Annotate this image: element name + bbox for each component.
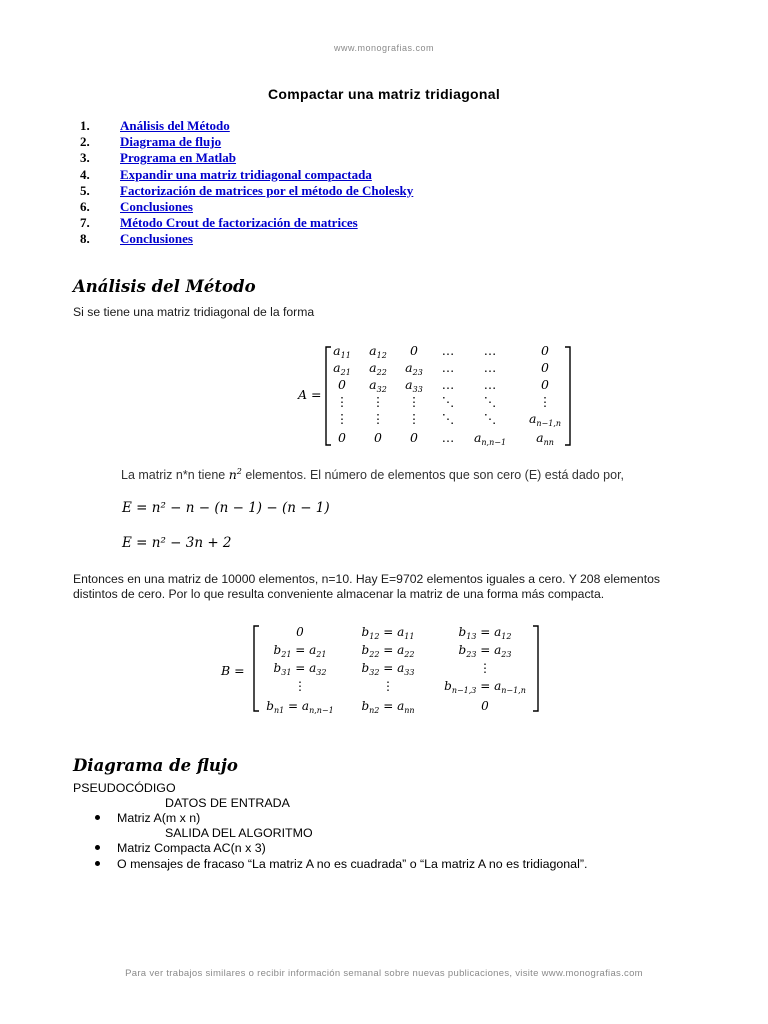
svg-text:…: … xyxy=(483,343,497,358)
svg-text:b21 = a21: $b_{21} = a_{21}$ xyxy=(273,643,327,659)
bullet-icon xyxy=(95,861,100,866)
table-of-contents xyxy=(80,118,413,248)
svg-text:0: 0 xyxy=(338,430,346,445)
svg-text:0: 0 xyxy=(481,699,489,713)
svg-text:b13 = a12: $b_{13} = a_{12}$ xyxy=(458,625,512,641)
svg-text:0: 0 xyxy=(410,430,418,445)
bullet-icon xyxy=(95,845,100,850)
footer-text: Para ver trabajos similares o recibir información semanal sobre nuevas publicaciones, visite www.monografias.com xyxy=(125,968,643,979)
svg-text:b12 = a11: $b_{12} = a_{11}$ xyxy=(361,625,415,641)
svg-text:b23 = a23: $b_{23} = a_{23}$ xyxy=(458,643,512,659)
toc-link-cholesky[interactable]: Factorización de matrices por el método de Cholesky xyxy=(120,182,414,198)
header-url[interactable]: www.monografias.com xyxy=(333,43,435,53)
svg-text:0: 0 xyxy=(374,430,382,445)
toc-item: 5. Factorización de matrices por el método de Cholesky xyxy=(80,182,414,198)
list-item: O mensajes de fracaso “La matriz A no es cuadrada” o “La matriz A no es tridiagonal”. xyxy=(95,857,587,871)
toc-link-programa[interactable]: Programa en Matlab xyxy=(120,150,237,166)
toc-link-analisis[interactable]: Análisis del Método xyxy=(120,118,230,133)
svg-text:⋱: ⋱ xyxy=(483,394,497,409)
toc-link-expandir[interactable]: Expandir una matriz tridiagonal compactada xyxy=(120,166,372,182)
svg-text:0: 0 xyxy=(338,377,346,392)
toc-item: 7. Método Crout de factorización de matrices xyxy=(80,215,358,231)
svg-text:bn1 = an,n−1: $b_{n1} = a_{n,n-1}$ xyxy=(266,699,334,715)
matrix-b-label: B = xyxy=(221,663,245,678)
toc-link-conclusiones-1[interactable]: Conclusiones xyxy=(120,198,193,214)
document-title: Compactar una matriz tridiagonal xyxy=(267,86,501,102)
svg-text:a21: $a_{21}$ xyxy=(333,360,351,377)
heading-diagrama: Diagrama de flujo xyxy=(73,756,238,775)
toc-item: 6. Conclusiones xyxy=(80,198,193,214)
equation-e-expanded: E = n² − n − (n − 1) − (n − 1) xyxy=(122,500,330,516)
toc-item: 3. Programa en Matlab xyxy=(80,150,237,166)
svg-text:a33: $a_{33}$ xyxy=(405,377,423,394)
svg-text:⋮: ⋮ xyxy=(479,661,491,675)
svg-text:a22: $a_{22}$ xyxy=(369,360,387,377)
svg-text:⋮: ⋮ xyxy=(371,411,385,426)
svg-text:bn2 = ann: $b_{n2} = a_{nn}$ xyxy=(361,699,415,715)
input-label: DATOS DE ENTRADA xyxy=(165,796,290,810)
svg-text:b32 = a33: $b_{32} = a_{33}$ xyxy=(361,661,415,677)
list-item: Matriz Compacta AC(n x 3) xyxy=(95,841,266,855)
svg-text:bn−1,3 = an−1,n: $b_{n-1,3} = a_{n-1,n}$ xyxy=(444,679,526,695)
svg-text:0: 0 xyxy=(296,625,304,639)
list-item: Matriz A(m x n) xyxy=(95,811,200,825)
svg-text:⋱: ⋱ xyxy=(441,411,455,426)
toc-item: 2. Diagrama de flujo xyxy=(80,134,222,150)
pseudocode-label: PSEUDOCÓDIGO xyxy=(73,781,176,795)
svg-text:⋮: ⋮ xyxy=(538,394,552,409)
svg-text:ann: $a_{nn}$ xyxy=(536,430,554,447)
svg-text:a23: $a_{23}$ xyxy=(405,360,423,377)
paragraph-compact: Entonces en una matriz de 10000 elementos, n=10. Hay E=9702 elementos iguales a cero. Y 208 elementos distintos de cero. Por lo que resulta conveniente almacenar la matriz de una forma más compacta. xyxy=(73,572,660,601)
equation-e-simplified: E = n² − 3n + 2 xyxy=(122,535,232,551)
svg-text:an,n−1: $a_{n,n-1}$ xyxy=(473,430,507,447)
svg-text:0: 0 xyxy=(541,377,549,392)
matrix-b xyxy=(215,622,550,722)
elements-sentence: La matriz n*n tiene $n^2$ elementos. El número de elementos que son cero (E) está dado por, xyxy=(121,467,625,483)
intro-text: Si se tiene una matriz tridiagonal de la forma xyxy=(73,305,315,319)
svg-text:⋮: ⋮ xyxy=(294,679,306,693)
svg-text:⋱: ⋱ xyxy=(483,411,497,426)
svg-text:a12: $a_{12}$ xyxy=(369,343,387,360)
svg-text:an−1,n: $a_{n-1,n}$ xyxy=(528,411,562,428)
svg-text:⋮: ⋮ xyxy=(407,394,421,409)
svg-text:⋮: ⋮ xyxy=(335,394,349,409)
svg-text:a11: $a_{11}$ xyxy=(333,343,351,360)
svg-text:⋮: ⋮ xyxy=(407,411,421,426)
svg-text:…: … xyxy=(441,377,455,392)
svg-text:…: … xyxy=(483,377,497,392)
svg-text:⋮: ⋮ xyxy=(382,679,394,693)
toc-item: 1. Análisis del Método xyxy=(80,118,230,133)
svg-text:…: … xyxy=(441,343,455,358)
svg-text:a32: $a_{32}$ xyxy=(369,377,387,394)
svg-text:…: … xyxy=(441,360,455,375)
toc-item: 4. Expandir una matriz tridiagonal compactada xyxy=(80,166,372,182)
heading-analisis: Análisis del Método xyxy=(73,277,256,296)
svg-text:b22 = a22: $b_{22} = a_{22}$ xyxy=(361,643,415,659)
matrix-a xyxy=(290,342,580,450)
bullet-icon xyxy=(95,815,100,820)
toc-item: 8. Conclusiones xyxy=(80,231,193,247)
matrix-a-label: A = xyxy=(298,387,322,402)
toc-link-crout[interactable]: Método Crout de factorización de matrices xyxy=(120,215,358,231)
output-label: SALIDA DEL ALGORITMO xyxy=(165,826,313,840)
svg-text:0: 0 xyxy=(410,343,418,358)
svg-text:⋮: ⋮ xyxy=(371,394,385,409)
svg-text:0: 0 xyxy=(541,360,549,375)
svg-text:…: … xyxy=(441,430,455,445)
svg-text:…: … xyxy=(483,360,497,375)
toc-link-conclusiones-2[interactable]: Conclusiones xyxy=(120,231,193,247)
svg-text:0: 0 xyxy=(541,343,549,358)
svg-text:⋮: ⋮ xyxy=(335,411,349,426)
svg-text:⋱: ⋱ xyxy=(441,394,455,409)
toc-link-diagrama[interactable]: Diagrama de flujo xyxy=(120,134,222,150)
svg-text:b31 = a32: $b_{31} = a_{32}$ xyxy=(273,661,327,677)
